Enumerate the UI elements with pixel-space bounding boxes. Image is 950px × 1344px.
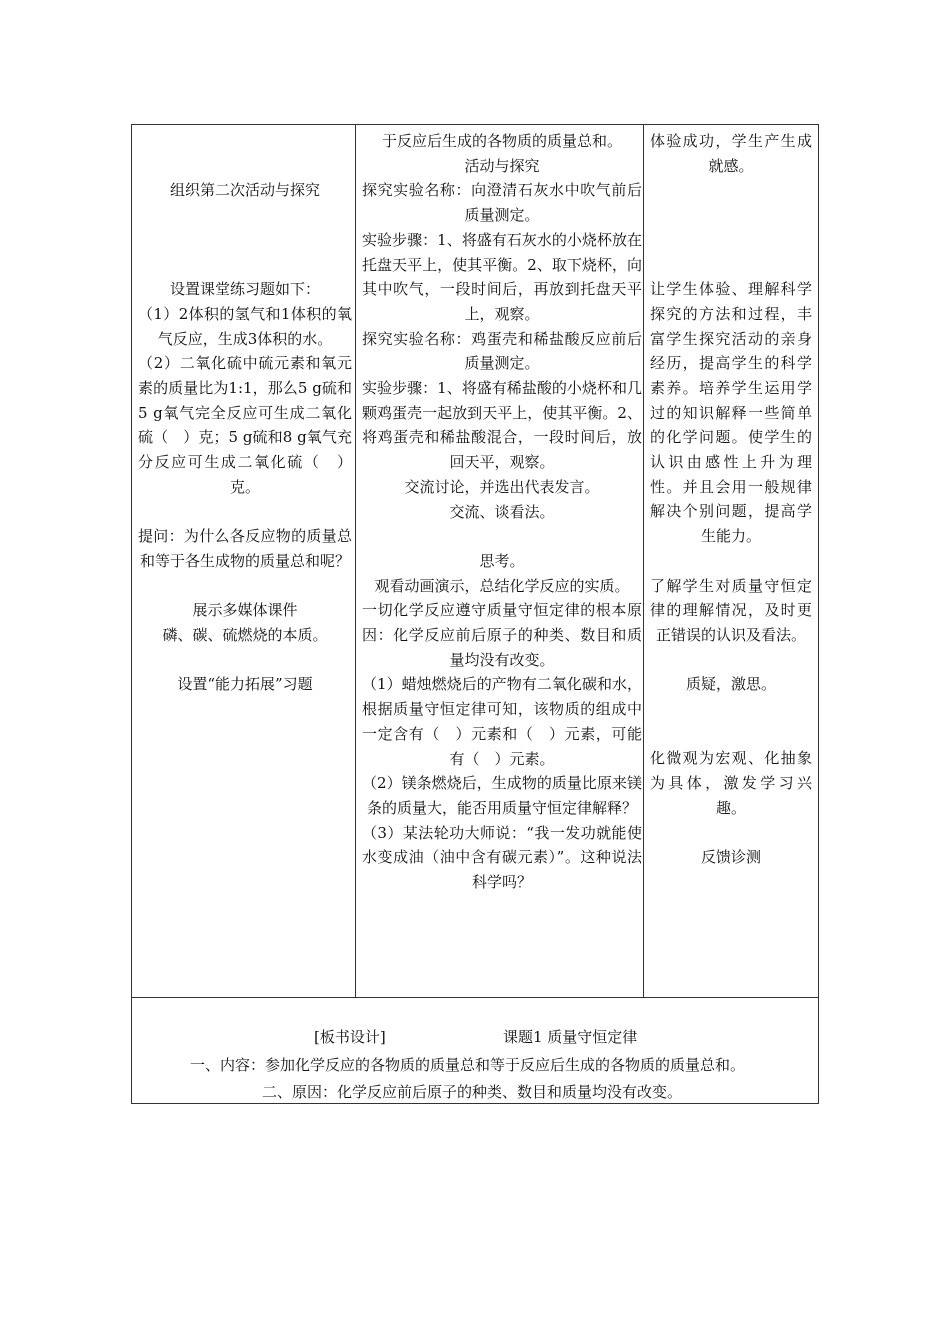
student-activity-column — [362, 129, 642, 895]
text-block: 体验成功，学生产生成就感。 — [650, 132, 812, 175]
column-divider — [643, 125, 644, 997]
text-block: 了解学生对质量守恒定律的理解情况，及时更正错误的认识及看法。 — [650, 576, 812, 644]
board-line-reason: 二、原因：化学反应前后原子的种类、数目和质量均没有改变。 — [262, 1083, 683, 1101]
text-block: 探究实验名称：鸡蛋壳和稀盐酸反应前后质量测定。 — [362, 329, 642, 373]
text-block: 质疑，激思。 — [685, 675, 776, 694]
text-block: 实验步骤：1、将盛有石灰水的小烧杯放在托盘天平上，使其平衡。2、取下烧杯，向其中吹气，一段时间后，再放到托盘天平上，观察。 — [362, 230, 642, 323]
multimedia-topic: 磷、碳、硫燃烧的本质。 — [162, 625, 328, 644]
text-block: 交流、谈看法。 — [449, 502, 555, 521]
text-block: 于反应后生成的各物质的质量总和。 — [381, 132, 622, 150]
text-block: （2）镁条燃烧后，生成物的质量比原来镁条的质量大，能否用质量守恒定律解释？ — [362, 774, 642, 817]
row-divider — [132, 997, 818, 998]
text-block: 思考。 — [479, 551, 525, 570]
activity-title: 组织第二次活动与探究 — [169, 181, 320, 200]
exercise-intro: 设置课堂练习题如下： — [169, 280, 320, 299]
board-label: [板书设计] — [314, 1028, 386, 1046]
teacher-activity-column — [138, 129, 352, 697]
extension-text: 设置“能力拓展”习题 — [177, 675, 313, 694]
text-block: 让学生体验、理解科学探究的方法和过程，丰富学生探究活动的亲身经历，提高学生的科学素养。培养学生运用学过的知识解释一些简单的化学问题。使学生的认识由感性上升为理性。并且会用一般规律解决个别问题，提高学生能力。 — [650, 280, 812, 546]
exercise-item: （1）2体积的氢气和1体积的氧气反应，生成3体积的水。 — [138, 304, 352, 348]
text-block: （1）蜡烛燃烧后的产物有二氧化碳和水，根据质量守恒定律可知，该物质的组成中一定含有（ ）元素和（ ）元素，可能有（ ）元素。 — [362, 675, 642, 768]
text-block: （3）某法轮功大师说：“我一发功就能使水变成油（油中含有碳元素）”。这种说法科学吗？ — [362, 823, 642, 892]
exercise-item: （2）二氧化硫中硫元素和氧元素的质量比为1:1，那么5 g硫和5 g氧气完全反应可生成二氧化硫（ ）克；5 g硫和8 g氧气充分反应可生成二氧化硫（ ）克。 — [138, 354, 352, 496]
design-intent-column — [650, 129, 812, 870]
text-block: 交流讨论，并选出代表发言。 — [404, 477, 600, 496]
text-block: 活动与探究 — [464, 156, 540, 175]
text-block: 探究实验名称：向澄清石灰水中吹气前后质量测定。 — [362, 181, 642, 225]
board-line-content: 一、内容：参加化学反应的各物质的质量总和等于反应后生成的各物质的质量总和。 — [190, 1056, 746, 1074]
text-block: 化微观为宏观、化抽象为具体，激发学习兴趣。 — [650, 749, 812, 817]
question-text: 提问：为什么各反应物的质量总和等于各生成物的质量总和呢？ — [138, 527, 352, 570]
board-title: 课题1 质量守恒定律 — [503, 1028, 638, 1046]
text-block: 反馈诊测 — [700, 848, 761, 867]
text-block: 一切化学反应遵守质量守恒定律的根本原因：化学反应前后原子的种类、数目和质量均没有改变。 — [362, 601, 642, 669]
text-block: 实验步骤：1、将盛有稀盐酸的小烧杯和几颗鸡蛋壳一起放到天平上，使其平衡。2、将鸡蛋壳和稀盐酸混合，一段时间后，放回天平，观察。 — [362, 379, 642, 472]
multimedia-text: 展示多媒体课件 — [192, 601, 298, 620]
column-divider — [355, 125, 356, 997]
lesson-table — [131, 124, 819, 1104]
text-block: 观看动画演示，总结化学反应的实质。 — [374, 576, 630, 595]
